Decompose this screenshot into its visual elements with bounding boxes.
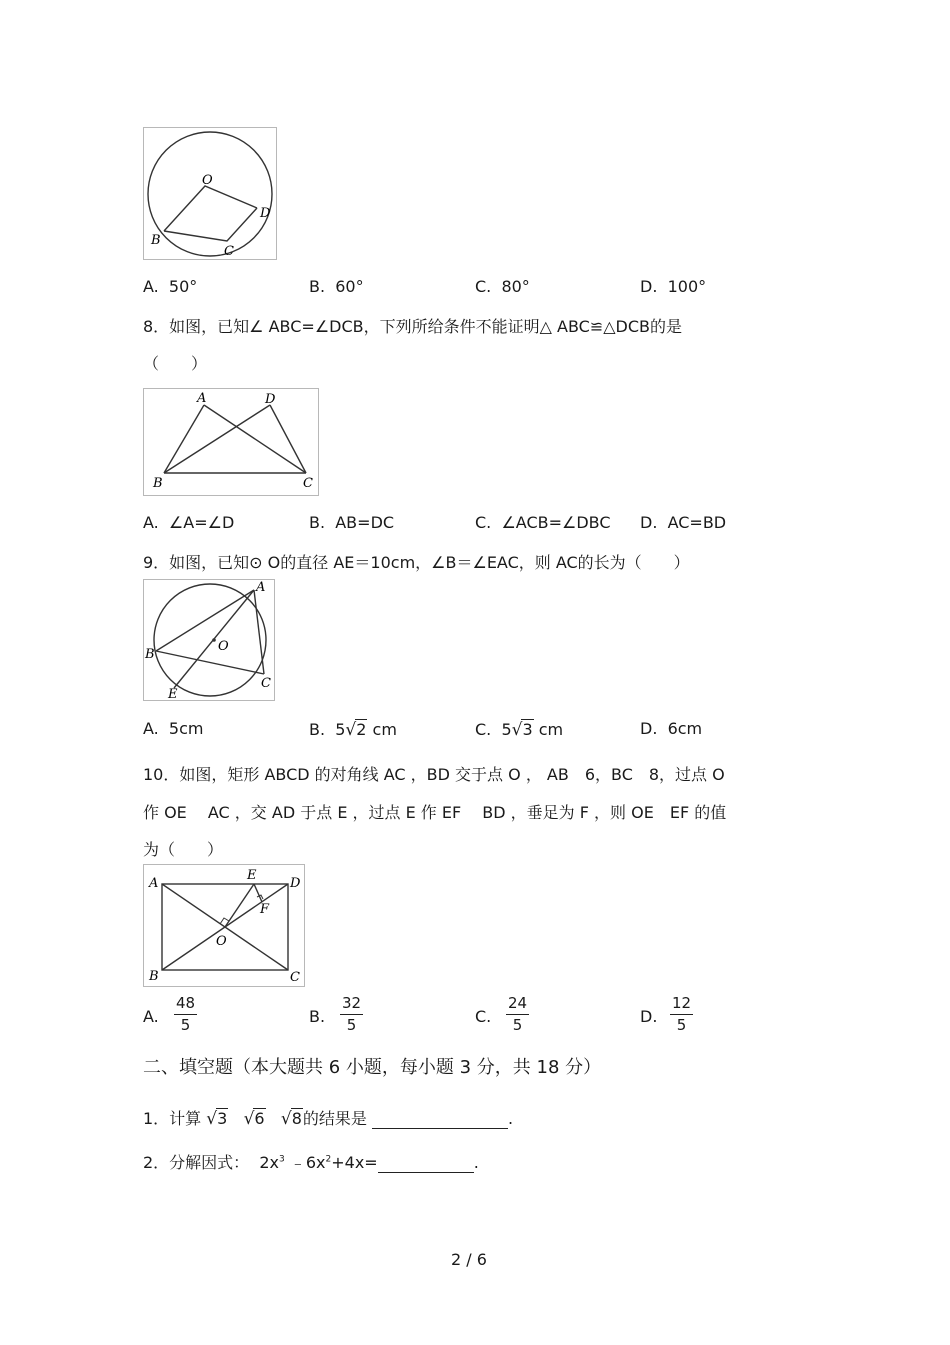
q7-option-c: C. 80°: [475, 277, 530, 296]
q10-label-o: O: [216, 934, 227, 949]
q9-option-b: B. 5√2 cm: [309, 720, 397, 740]
q7-label-d: D: [260, 206, 271, 221]
q10-option-c-fraction: $\frac{24}{5}$: [508, 994, 528, 1034]
q10-option-a-fraction: $\frac{48}{5}$: [176, 994, 196, 1034]
q10-option-b-fraction: $\frac{32}{5}$: [342, 994, 362, 1034]
q10-option-a-letter: A.: [143, 1007, 159, 1026]
q10-stem-line2: 作 OE AC ，交 AD 于点 E ，过点 E 作 EF BD ，垂足为 F ，则 OE EF 的值: [143, 803, 727, 822]
q9-option-a: A. 5cm: [143, 719, 204, 738]
q10-stem-line1: 10．如图，矩形 ABCD 的对角线 AC ，BD 交于点 O ， AB 6，BC 8，过点 O: [143, 765, 725, 784]
fill1-question: 1．计算 √3 √6 √8的结果是 .: [143, 1109, 514, 1129]
q10-option-d-letter: D.: [640, 1007, 658, 1026]
q7-chords: [164, 208, 257, 241]
q9-label-c: C: [261, 676, 271, 691]
q10-option-d-fraction: $\frac{12}{5}$: [672, 994, 692, 1034]
q7-label-b: B: [151, 233, 161, 248]
q9-option-d: D. 6cm: [640, 719, 703, 738]
q9-label-b: B: [145, 647, 155, 662]
page-number: 2 / 6: [451, 1250, 487, 1269]
q10-figure: [143, 864, 305, 987]
q7-circle: [148, 132, 272, 256]
q8-figure: [143, 388, 319, 496]
q8-label-b: B: [153, 476, 163, 491]
q8-stem-line1: 8．如图，已知∠ ABC=∠DCB，下列所给条件不能证明△ ABC≌△DCB的是: [143, 317, 683, 336]
section2-heading: 二、填空题（本大题共 6 小题，每小题 3 分，共 18 分）: [143, 1057, 602, 1078]
q9-figure: [143, 579, 275, 701]
fill2-answer-blank[interactable]: [378, 1153, 474, 1173]
q9-label-a: A: [256, 580, 266, 595]
q10-label-b: B: [149, 969, 159, 984]
q8-stem-line2: （ ）: [143, 354, 208, 373]
q10-label-a: A: [149, 876, 159, 891]
q10-label-c: C: [290, 970, 300, 985]
q8-option-c: C. ∠ACB=∠DBC: [475, 513, 611, 532]
q10-label-d: D: [290, 876, 301, 891]
q8-option-a: A. ∠A=∠D: [143, 513, 235, 532]
q10-stem-line3: 为（ ）: [143, 840, 224, 859]
q7-figure: [143, 127, 277, 260]
q9-label-o: O: [218, 639, 229, 654]
q10-label-f: F: [260, 902, 270, 917]
q7-label-o: O: [202, 173, 213, 188]
q8-option-d: D. AC=BD: [640, 513, 727, 532]
q7-label-c: C: [224, 244, 234, 259]
q7-option-d: D. 100°: [640, 277, 707, 296]
q10-option-c-letter: C.: [475, 1007, 492, 1026]
fill1-answer-blank[interactable]: [372, 1109, 508, 1129]
q10-label-e: E: [247, 868, 257, 883]
q9-stem: 9．如图，已知⊙ O的直径 AE＝10cm，∠B＝∠EAC，则 AC的长为（ ）: [143, 553, 690, 572]
q8-option-b: B. AB=DC: [309, 513, 395, 532]
fill2-question: 2．分解因式： $2x^3$ $﹣6x^2+4x=$ .: [143, 1153, 479, 1172]
q7-option-b: B. 60°: [309, 277, 364, 296]
q9-option-c: C. 5√3 cm: [475, 720, 564, 740]
q10-option-b-letter: B.: [309, 1007, 326, 1026]
q7-option-a: A. 50°: [143, 277, 198, 296]
q8-label-c: C: [303, 476, 313, 491]
q8-label-a: A: [197, 391, 207, 406]
q8-label-d: D: [265, 392, 276, 407]
q9-label-e: E: [168, 687, 178, 700]
